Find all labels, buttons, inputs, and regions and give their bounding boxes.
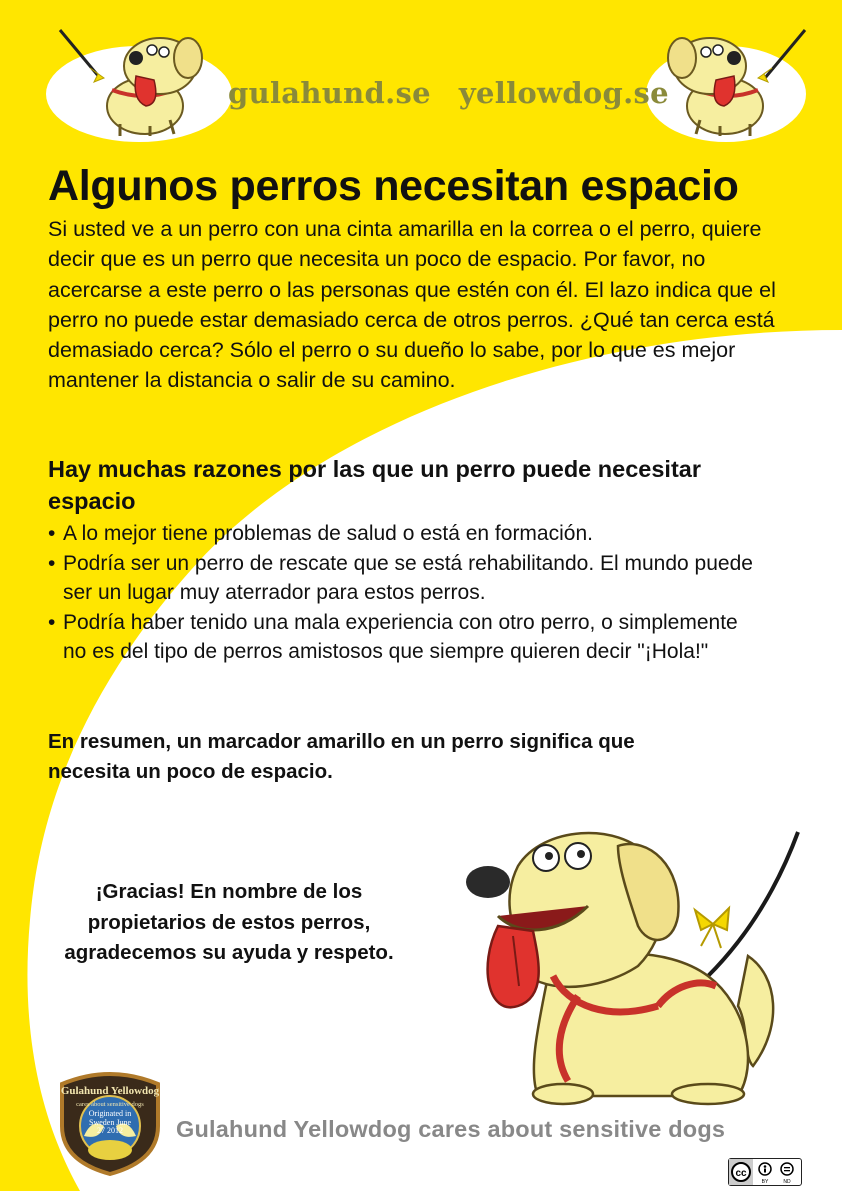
badge-origin: Originated in Sweden June 27 2012	[88, 1110, 132, 1135]
svg-text:cc: cc	[735, 1168, 747, 1179]
intro-paragraph: Si usted ve a un perro con una cinta amarilla en la correa o el perro, quiere decir que es un perro que necesita un poco de espacio. Por favor, no acercarse a este perro o las personas que estén con él. El lazo indica que el perro no puede estar demasiado cerca de otros perros. ¿Qué tan cerca está demasiado cerca? Sólo el perro o su dueño lo sabe, por lo que es mejor mantener la distancia o salir de su camino.	[48, 217, 776, 393]
dog-illustration-left	[50, 28, 230, 138]
summary-text: En resumen, un marcador amarillo en un perro significa que necesita un poco de espacio.	[48, 730, 635, 783]
thanks-text: ¡Gracias! En nombre de los propietarios de estos perros, agradecemos su ayuda y respeto.	[64, 880, 394, 964]
license-by-label: BY	[761, 1179, 769, 1185]
dog-illustration-large	[458, 826, 803, 1106]
list-item: • Podría haber tenido una mala experiencia con otro perro, o simplemente no es del tipo de perros amistosos que siempre quieren decir "¡Hola!"	[48, 608, 743, 667]
badge-subtitle: cares about sensitive dogs	[76, 1101, 144, 1108]
nd-icon	[781, 1163, 793, 1175]
footer-tagline: Gulahund Yellowdog cares about sensitive dogs	[176, 1116, 726, 1142]
license-nd-label: ND	[783, 1179, 791, 1185]
site-link-gulahund[interactable]: gulahund.se	[228, 76, 431, 110]
license-badge[interactable]	[728, 1158, 802, 1186]
site-links	[228, 76, 669, 110]
list-item: • A lo mejor tiene problemas de salud o está en formación.	[48, 519, 808, 549]
badge-emblem	[54, 1066, 166, 1176]
list-item: • Podría ser un perro de rescate que se está rehabilitando. El mundo puede ser un lugar muy aterrador para estos perros.	[48, 549, 753, 608]
page-title: Algunos perros necesitan espacio	[48, 162, 739, 210]
reasons-list	[48, 519, 808, 667]
license-icons	[729, 1159, 801, 1185]
site-link-yellowdog[interactable]: yellowdog.se	[458, 76, 669, 110]
reasons-heading: Hay muchas razones por las que un perro puede necesitar espacio	[48, 456, 701, 514]
badge-title: Gulahund Yellowdog	[60, 1085, 160, 1097]
